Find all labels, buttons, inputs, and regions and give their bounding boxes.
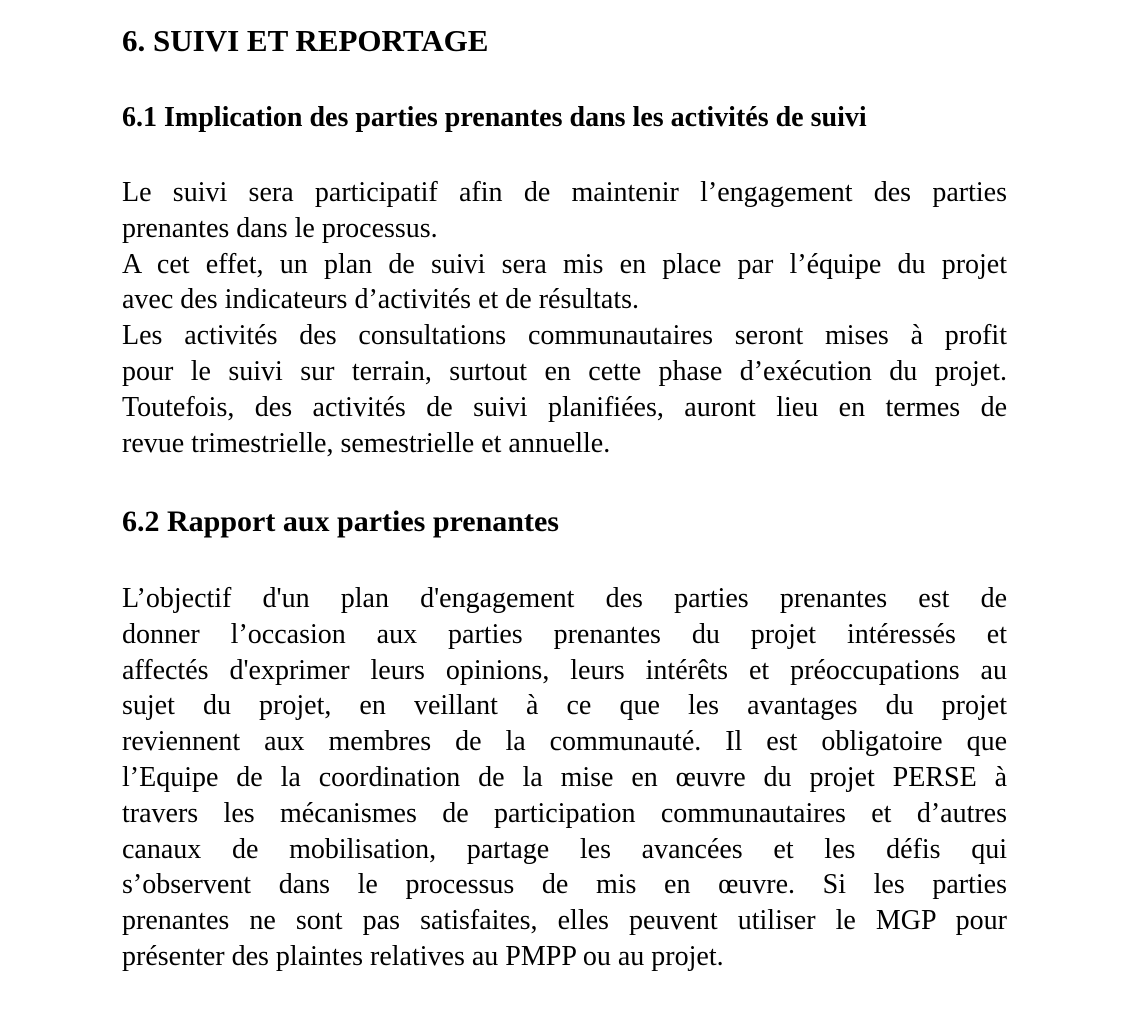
text-line: travers les mécanismes de participation communautaires et d’autres — [122, 797, 1007, 829]
text-line: l’Equipe de la coordination de la mise en œuvre du projet PERSE à — [122, 761, 1007, 793]
text-line: sujet du projet, en veillant à ce que les avantages du projet — [122, 690, 1007, 722]
text-line: présenter des plaintes relatives au PMPP ou au projet. — [122, 940, 724, 972]
text-line: A cet effet, un plan de suivi sera mis en place par l’équipe du projet — [122, 248, 1007, 280]
text-line: L’objectif d'un plan d'engagement des parties prenantes est de — [122, 583, 1007, 614]
text-line: Toutefois, des activités de suivi planifiées, auront lieu en termes de — [122, 391, 1007, 423]
paragraph-rapport-parties-prenantes — [122, 581, 1007, 975]
text-line: s’observent dans le processus de mis en œuvre. Si les parties — [122, 869, 1007, 901]
paragraph-suivi-participatif — [122, 175, 1007, 461]
text-line: affectés d'exprimer leurs opinions, leurs intérêts et préoccupations au — [122, 654, 1007, 686]
text-line: Les activités des consultations communautaires seront mises à profit — [122, 320, 1007, 352]
text-line: Le suivi sera participatif afin de maintenir l’engagement des parties — [122, 177, 1007, 208]
subsection-title-6-2: 6.2 Rapport aux parties prenantes — [122, 505, 559, 538]
text-line: avec des indicateurs d’activités et de résultats. — [122, 284, 640, 316]
subsection-title-6-1: 6.1 Implication des parties prenantes dans les activités de suivi — [122, 102, 867, 133]
text-line: prenantes dans le processus. — [122, 212, 438, 244]
text-line: pour le suivi sur terrain, surtout en cette phase d’exécution du projet. — [122, 355, 1007, 387]
text-line: donner l’occasion aux parties prenantes du projet intéressés et — [122, 618, 1007, 650]
text-line: revue trimestrielle, semestrielle et annuelle. — [122, 427, 611, 459]
text-line: reviennent aux membres de la communauté. Il est obligatoire que — [122, 726, 1007, 758]
section-title: 6. SUIVI ET REPORTAGE — [122, 23, 489, 58]
text-line: prenantes ne sont pas satisfaites, elles peuvent utiliser le MGP pour — [122, 905, 1007, 937]
text-line: canaux de mobilisation, partage les avancées et les défis qui — [122, 833, 1007, 865]
